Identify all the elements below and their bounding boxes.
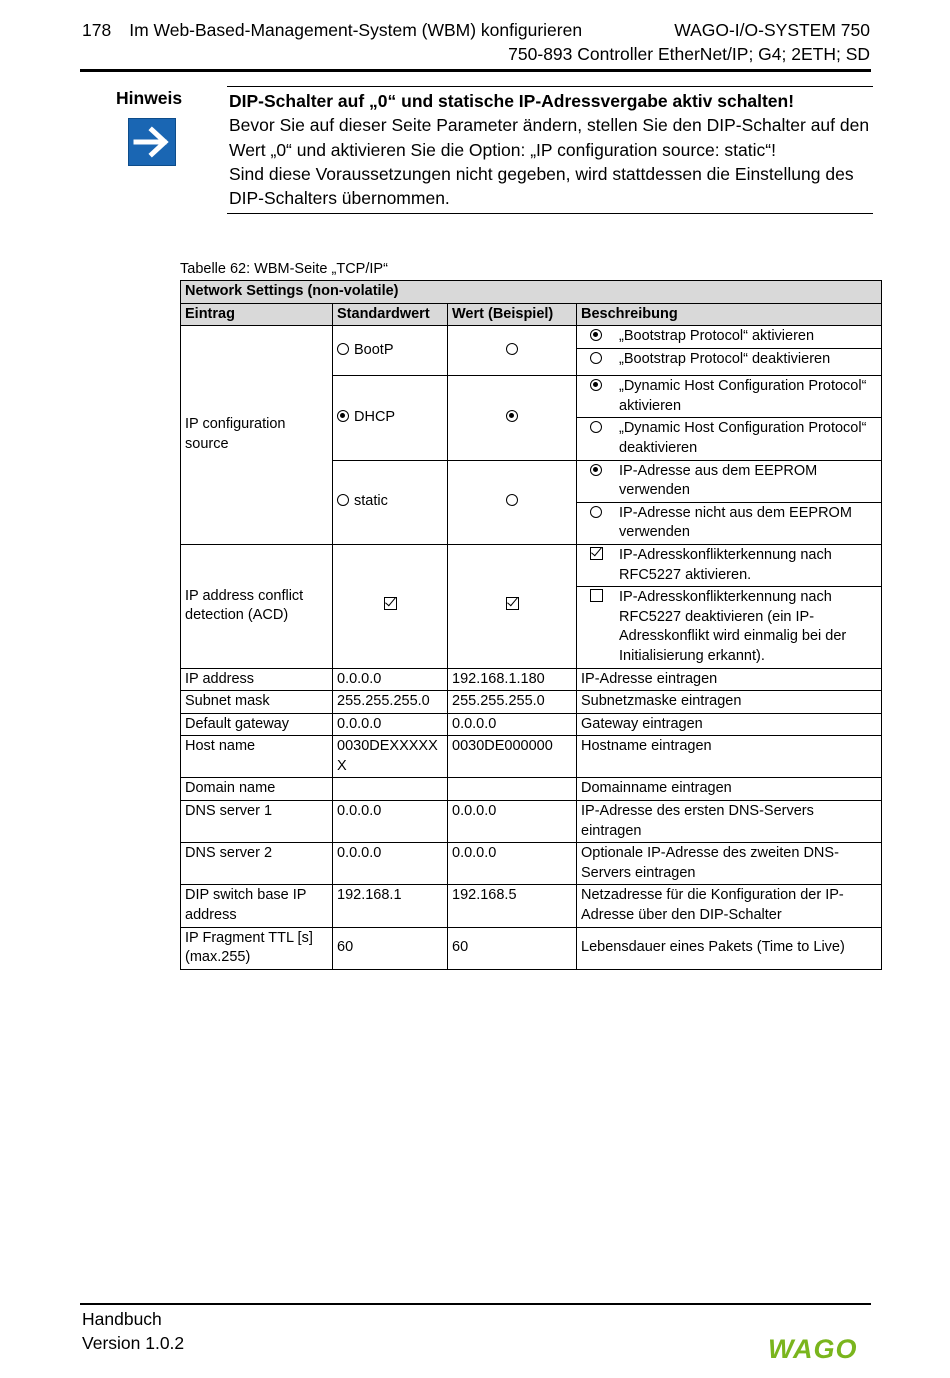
option-label: BootP <box>354 341 394 358</box>
note-label: Hinweis <box>116 88 183 108</box>
desc-text: „Dynamic Host Configuration Protocol“ deaktivieren <box>619 420 867 456</box>
entry-cell: Subnet mask <box>181 691 333 714</box>
default-acd <box>333 544 448 668</box>
desc-cell: IP-Adresse des ersten DNS-Servers eintragen <box>577 801 882 843</box>
default-dhcp <box>333 376 448 460</box>
table-row <box>181 544 882 668</box>
page-number: 178 <box>82 20 112 40</box>
example-cell: 255.255.255.0 <box>448 691 577 714</box>
example-acd <box>448 544 577 668</box>
column-header: Wert (Beispiel) <box>448 303 577 326</box>
table-row <box>181 778 882 801</box>
radio-off-icon <box>337 343 349 355</box>
product-name: WAGO-I/O-SYSTEM 750 <box>674 20 870 40</box>
desc-text: IP-Adresse aus dem EEPROM verwenden <box>615 461 881 503</box>
desc-cell: Optionale IP-Adresse des zweiten DNS-Servers eintragen <box>577 843 882 885</box>
default-static <box>333 460 448 544</box>
desc-text: „Bootstrap Protocol“ aktivieren <box>615 326 881 348</box>
desc-acd <box>577 544 882 668</box>
table-row <box>181 736 882 778</box>
arrow-right-icon <box>128 118 176 166</box>
desc-cell: Hostname eintragen <box>577 736 882 778</box>
footer-version: Version 1.0.2 <box>82 1333 185 1353</box>
column-header: Standardwert <box>333 303 448 326</box>
option-label: static <box>354 493 388 510</box>
example-cell: 0.0.0.0 <box>448 801 577 843</box>
entry-cell: DNS server 1 <box>181 801 333 843</box>
example-cell <box>448 778 577 801</box>
table-caption: Tabelle 62: WBM-Seite „TCP/IP“ <box>180 261 388 277</box>
desc-text: „Bootstrap Protocol“ deaktivieren <box>619 350 831 367</box>
column-header: Eintrag <box>181 303 333 326</box>
entry-cell: Host name <box>181 736 333 778</box>
entry-cell: IP Fragment TTL [s] (max.255) <box>181 927 333 969</box>
desc-cell: Lebensdauer eines Pakets (Time to Live) <box>577 927 882 969</box>
entry-acd: IP address conflict detection (ACD) <box>181 544 333 668</box>
chapter-title: Im Web-Based-Management-System (WBM) konfigurieren <box>129 20 583 40</box>
radio-on-icon <box>590 329 602 341</box>
entry-ip-config-source: IP configuration source <box>181 326 333 545</box>
entry-cell: IP address <box>181 668 333 691</box>
example-cell: 60 <box>448 927 577 969</box>
example-static <box>448 460 577 544</box>
logo-text: WAGO <box>768 1334 858 1362</box>
note-title: DIP-Schalter auf „0“ und statische IP-Adressvergabe aktiv schalten! <box>229 91 795 111</box>
default-cell: 0.0.0.0 <box>333 801 448 843</box>
table-row <box>181 927 882 969</box>
default-bootp <box>333 326 448 376</box>
default-cell: 0.0.0.0 <box>333 713 448 736</box>
checkbox-checked-icon <box>590 547 603 560</box>
default-cell: 0030DEXXXXXX <box>333 736 448 778</box>
checkbox-checked-icon <box>384 597 397 610</box>
default-cell: 192.168.1 <box>333 885 448 927</box>
footer-divider <box>80 1303 871 1305</box>
entry-cell: Domain name <box>181 778 333 801</box>
desc-cell: Domainname eintragen <box>577 778 882 801</box>
radio-on-icon <box>337 410 349 422</box>
example-dhcp <box>448 376 577 460</box>
desc-text: IP-Adresskonflikterkennung nach RFC5227 deaktivieren (ein IP-Adresskonflikt wird einmalig bei der Initialisierung erkannt). <box>619 589 847 664</box>
default-cell <box>333 778 448 801</box>
radio-off-icon <box>590 506 602 518</box>
entry-cell: DNS server 2 <box>181 843 333 885</box>
note-text-1: Bevor Sie auf dieser Seite Parameter ändern, stellen Sie den DIP-Schalter auf den Wert „0“ und aktivieren Sie die Option: „IP configuration source: static“! <box>229 115 870 160</box>
radio-off-icon <box>590 352 602 364</box>
checkbox-unchecked-icon <box>590 589 603 602</box>
product-subtitle: 750-893 Controller EtherNet/IP; G4; 2ETH; SD <box>508 44 870 64</box>
page-header <box>82 18 870 66</box>
entry-cell: DIP switch base IP address <box>181 885 333 927</box>
section-header: Network Settings (non-volatile) <box>181 281 882 304</box>
option-label: DHCP <box>354 409 396 426</box>
radio-off-icon <box>506 343 518 355</box>
desc-cell: Gateway eintragen <box>577 713 882 736</box>
default-cell: 0.0.0.0 <box>333 843 448 885</box>
radio-on-icon <box>590 379 602 391</box>
table-row <box>181 885 882 927</box>
default-cell: 60 <box>333 927 448 969</box>
desc-bootp <box>577 326 882 376</box>
wago-logo <box>768 1334 870 1367</box>
desc-cell: Subnetzmaske eintragen <box>577 691 882 714</box>
entry-cell: Default gateway <box>181 713 333 736</box>
table-row <box>181 668 882 691</box>
example-bootp <box>448 326 577 376</box>
example-cell: 0.0.0.0 <box>448 713 577 736</box>
radio-off-icon <box>506 494 518 506</box>
radio-on-icon <box>590 464 602 476</box>
example-cell: 192.168.5 <box>448 885 577 927</box>
table-row <box>181 691 882 714</box>
desc-text: „Dynamic Host Configuration Protocol“ aktivieren <box>615 376 881 418</box>
example-cell: 192.168.1.180 <box>448 668 577 691</box>
tcpip-settings-table <box>180 280 882 970</box>
table-row <box>181 801 882 843</box>
table-row <box>181 843 882 885</box>
note-text-2: Sind diese Voraussetzungen nicht gegeben, wird stattdessen die Einstellung des DIP-Schalters übernommen. <box>229 163 854 209</box>
example-cell: 0030DE000000 <box>448 736 577 778</box>
desc-text: IP-Adresse nicht aus dem EEPROM verwenden <box>619 504 852 541</box>
page-footer <box>82 1307 184 1355</box>
desc-cell: Netzadresse für die Konfiguration der IP-Adresse über den DIP-Schalter <box>577 885 882 927</box>
example-cell: 0.0.0.0 <box>448 843 577 885</box>
radio-on-icon <box>506 410 518 422</box>
radio-off-icon <box>590 421 602 433</box>
header-divider <box>80 69 871 72</box>
table-row <box>181 713 882 736</box>
desc-cell: IP-Adresse eintragen <box>577 668 882 691</box>
desc-static <box>577 460 882 544</box>
radio-off-icon <box>337 494 349 506</box>
checkbox-checked-icon <box>506 597 519 610</box>
desc-text: IP-Adresskonflikterkennung nach RFC5227 aktivieren. <box>615 545 881 587</box>
column-header: Beschreibung <box>577 303 882 326</box>
table-row <box>181 326 882 376</box>
note-box <box>227 86 873 214</box>
desc-dhcp <box>577 376 882 460</box>
default-cell: 255.255.255.0 <box>333 691 448 714</box>
footer-manual-label: Handbuch <box>82 1309 162 1329</box>
default-cell: 0.0.0.0 <box>333 668 448 691</box>
